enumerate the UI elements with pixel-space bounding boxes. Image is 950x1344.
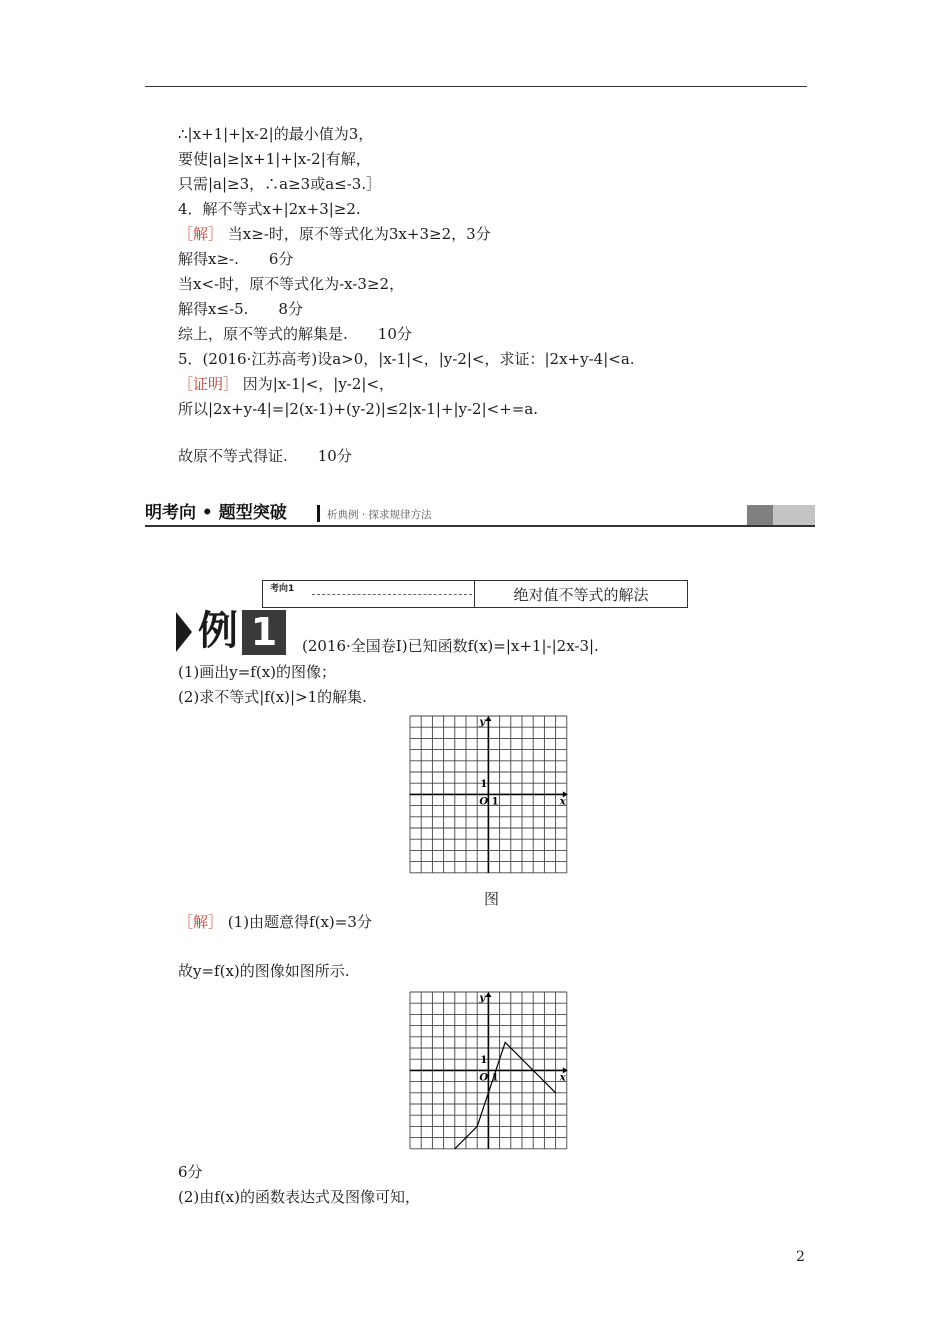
solution-tag: ［解］: [178, 225, 224, 243]
x-tick-label: 1: [491, 796, 499, 808]
section-header: [145, 502, 815, 528]
text-line: 当x<-时，原不等式化为-x-3≥2，: [178, 275, 405, 293]
text-line: 综上，原不等式的解集是. 10分: [178, 325, 412, 343]
page-number: 2: [796, 1249, 805, 1265]
text-line: 要使|a|≥|x+1|+|x-2|有解，: [178, 150, 371, 168]
section-block-dark: [747, 505, 773, 525]
text-line: 6分: [178, 1163, 203, 1181]
figure-caption: 图: [484, 890, 500, 908]
topic-dash: [312, 594, 472, 595]
text-line: 故y=f(x)的图像如图所示.: [178, 962, 350, 980]
topic-title-box: [474, 580, 688, 608]
topic-title: 绝对值不等式的解法: [513, 586, 649, 604]
badge-char: 例: [198, 608, 238, 654]
y-tick-label: 1: [480, 1055, 488, 1067]
topic-header: [262, 580, 687, 608]
origin-label: O: [479, 1072, 489, 1084]
y-tick-label: 1: [480, 779, 488, 791]
topic-tag: 考向1: [270, 584, 295, 594]
example-stem: (2016·全国卷Ⅰ)已知函数f(x)=|x+1|-|2x-3|.: [302, 637, 599, 655]
question-1: (1)画出y=f(x)的图像；: [178, 663, 337, 681]
text-line: (2)由f(x)的函数表达式及图像可知，: [178, 1188, 420, 1206]
proof-line: [178, 374, 394, 394]
solution-text: 当x≥-时，原不等式化为3x+3≥2，3分: [227, 225, 491, 243]
solution-text: (1)由题意得f(x)=3分: [227, 913, 372, 931]
text-line: 只需|a|≥3，∴a≥3或a≤-3.］: [178, 175, 382, 193]
function-line: [455, 1042, 556, 1148]
y-axis-label: y: [479, 993, 486, 1004]
x-axis-label: x: [559, 796, 566, 808]
y-axis-arrow-icon: [485, 992, 491, 997]
example-badge: [176, 610, 286, 655]
section-block-light: [773, 505, 815, 525]
text-line: 5．(2016·江苏高考)设a>0，|x-1|<，|y-2|<，求证：|2x+y-4|<a.: [178, 350, 635, 368]
section-title: 明考向 • 题型突破: [145, 503, 287, 523]
text-line: 解得x≥-. 6分: [178, 250, 294, 268]
text-line: 4．解不等式x+|2x+3|≥2.: [178, 200, 361, 218]
y-axis-label: y: [479, 717, 486, 728]
y-axis-arrow-icon: [485, 716, 491, 721]
solution-line: [178, 912, 372, 932]
topic-bottom-line: [262, 607, 474, 608]
topic-tag-bar: [262, 580, 263, 608]
text-line: 故原不等式得证. 10分: [178, 447, 352, 465]
text-line: 所以|2x+y-4|=|2(x-1)+(y-2)|≤2|x-1|+|y-2|<+=a.: [178, 400, 539, 418]
badge-arrow-icon: [176, 612, 192, 652]
proof-tag: ［证明］: [178, 375, 239, 393]
solution-line: [178, 224, 491, 244]
question-2: (2)求不等式|f(x)|>1的解集.: [178, 688, 367, 706]
x-axis-label: x: [559, 1072, 566, 1084]
x-tick-label: 1: [491, 1072, 499, 1084]
header-rule: [145, 86, 807, 87]
origin-label: O: [479, 796, 489, 808]
coordinate-grid-empty: [408, 714, 570, 876]
section-divider: [317, 505, 320, 522]
text-line: ∴|x+1|+|x-2|的最小值为3，: [178, 125, 374, 143]
text-line: 解得x≤-5. 8分: [178, 300, 303, 318]
proof-text: 因为|x-1|<，|y-2|<，: [242, 375, 395, 393]
section-underline: [145, 525, 815, 527]
section-subtitle: 析典例 · 探求规律方法: [327, 509, 432, 521]
function-graph: [408, 990, 570, 1152]
solution-tag: ［解］: [178, 913, 224, 931]
badge-number: 1: [242, 610, 286, 655]
